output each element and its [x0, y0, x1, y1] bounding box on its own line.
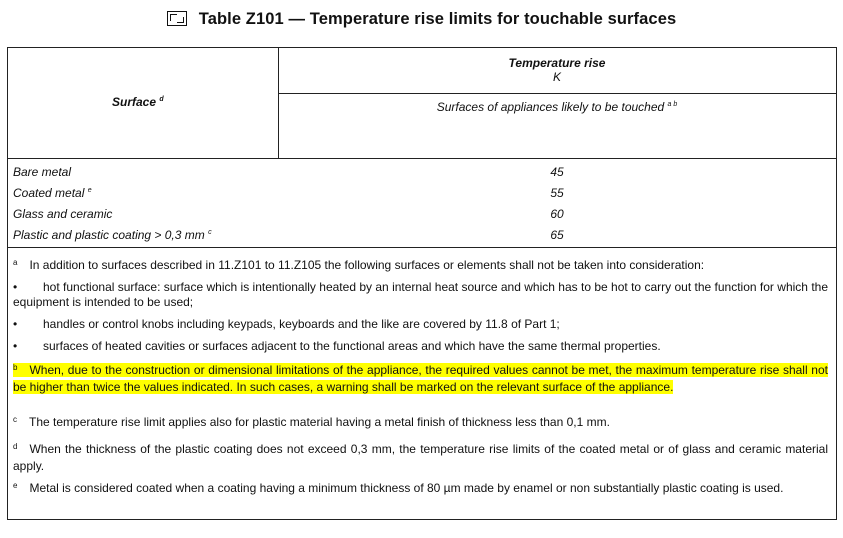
- row-surface: [13, 207, 112, 221]
- table-bottom-border: [8, 519, 836, 520]
- footnote-text: handles or control knobs including keypads, keyboards and the like are covered by 11.8 of Part 1;: [43, 317, 560, 331]
- footnote-text: When the thickness of the plastic coating does not exceed 0,3 mm, the temperature rise limits of the coated metal or of glass and ceramic material apply.: [13, 442, 828, 473]
- bullet-icon: •: [13, 317, 18, 331]
- footnote-b: [13, 363, 828, 395]
- footnote-text: When, due to the construction or dimensional limitations of the appliance, the required values cannot be met, the maximum temperature rise shall not be higher than twice the values indicated. In such cases, a warning shall be marked on the relevant surface of the appliance.: [13, 363, 828, 394]
- row-surface: [13, 165, 71, 179]
- header-bottom-border: [8, 158, 836, 159]
- header-surface-label: Surface: [112, 95, 157, 109]
- footnote-marker: b: [13, 363, 18, 372]
- row-value: 60: [550, 207, 564, 221]
- row-value: 65: [550, 228, 564, 242]
- row-surface-label: Plastic and plastic coating > 0,3 mm: [13, 228, 205, 242]
- highlighted-footnote: [13, 363, 828, 394]
- bullet-icon: •: [13, 280, 18, 294]
- body-bottom-border: [8, 247, 836, 248]
- footnote-bullet: [13, 317, 828, 332]
- footnote-a: [13, 258, 828, 275]
- footnote-text: The temperature rise limit applies also for plastic material having a metal finish of thickness less than 0,1 mm.: [29, 415, 610, 429]
- header-surface: [112, 95, 164, 109]
- footnote-e: [13, 481, 828, 498]
- header-subheader-label: Surfaces of appliances likely to be touched: [436, 100, 665, 114]
- footnote-d: [13, 442, 828, 474]
- header-divider: [278, 93, 836, 94]
- header-subheader-notes: a b: [667, 101, 678, 108]
- header-temp-rise: Temperature rise: [508, 56, 606, 70]
- footnote-marker: e: [13, 481, 18, 490]
- footnote-text: surfaces of heated cavities or surfaces adjacent to the functional areas and which have the same thermal properties.: [43, 339, 661, 353]
- temperature-table: [7, 47, 837, 520]
- table-title-text: Table Z101 — Temperature rise limits for touchable surfaces: [198, 10, 677, 28]
- footnote-marker: d: [13, 442, 18, 451]
- row-surface: [13, 186, 92, 200]
- footnote-text: hot functional surface: surface which is intentionally heated by an internal heat source and which has to be hot to carry out the function for which the equipment is intended to be used;: [13, 280, 828, 309]
- footnote-text: In addition to surfaces described in 11.Z101 to 11.Z105 the following surfaces or elements shall not be taken into consideration:: [29, 258, 705, 272]
- footnote-marker: a: [13, 258, 18, 267]
- row-value: 45: [550, 165, 564, 179]
- row-surface-note: e: [87, 187, 92, 194]
- row-surface-note: c: [208, 229, 212, 236]
- table-title: [0, 10, 843, 29]
- row-surface: [13, 228, 212, 242]
- table-top-border: [8, 47, 836, 48]
- row-surface-label: Coated metal: [13, 186, 85, 200]
- header-surface-note: d: [159, 96, 164, 103]
- bullet-icon: •: [13, 339, 18, 353]
- row-surface-label: Bare metal: [13, 165, 72, 179]
- footnote-marker: c: [13, 415, 17, 424]
- header-unit: K: [552, 70, 561, 84]
- footnote-bullet: [13, 280, 828, 310]
- footnote-c: [13, 415, 828, 432]
- footnote-text: Metal is considered coated when a coating having a minimum thickness of 80 µm made by enamel or non substantially plastic coating is used.: [29, 481, 784, 495]
- row-surface-label: Glass and ceramic: [13, 207, 113, 221]
- ct-modified-icon: [167, 11, 187, 26]
- row-value: 55: [550, 186, 564, 200]
- footnote-bullet: [13, 339, 828, 354]
- header-subheader: [278, 100, 836, 114]
